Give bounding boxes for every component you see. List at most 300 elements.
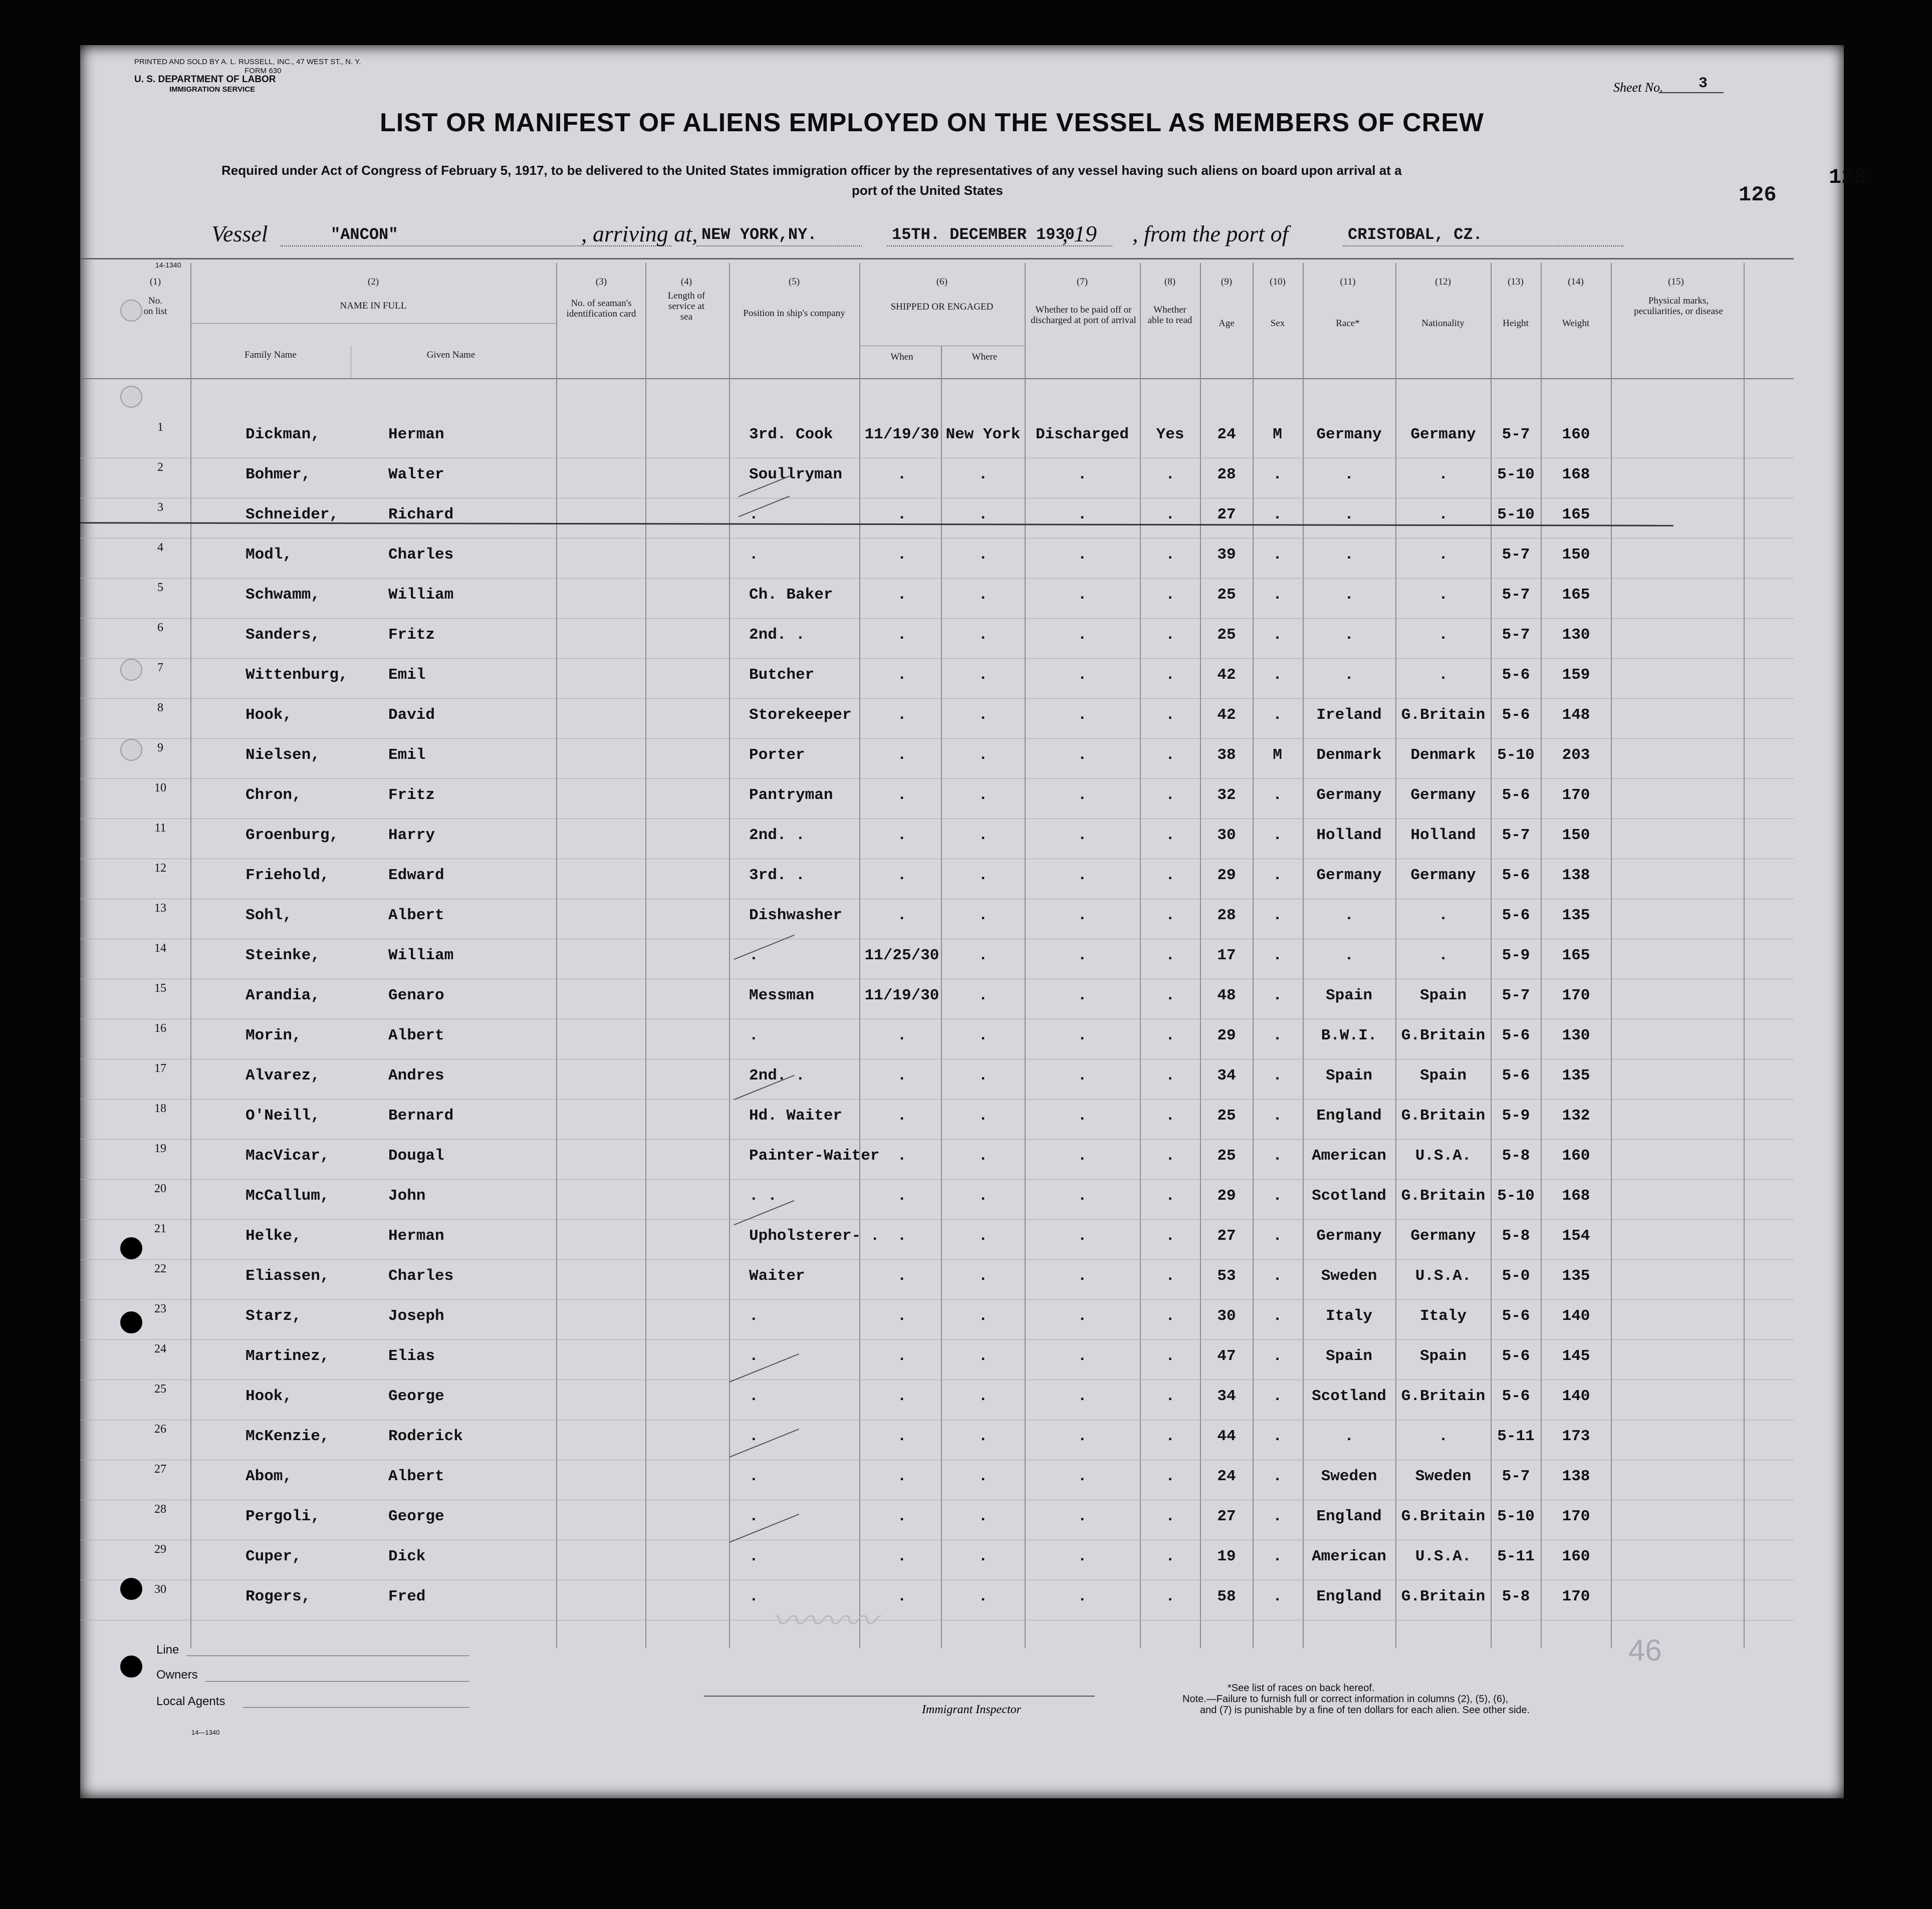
row-number: 11 xyxy=(154,822,166,835)
cell-weight: 138 xyxy=(1562,1468,1590,1485)
cell-where: . xyxy=(978,546,988,564)
cell-race: England xyxy=(1316,1588,1382,1605)
table-row xyxy=(80,1222,1794,1260)
page-title: LIST OR MANIFEST OF ALIENS EMPLOYED ON THE VESSEL AS MEMBERS OF CREW xyxy=(380,108,1484,137)
row-number: 8 xyxy=(157,701,163,714)
cell-weight: 170 xyxy=(1562,1588,1590,1605)
row-rule xyxy=(80,1179,1794,1180)
cell-where: . xyxy=(978,1548,988,1565)
cell-where: . xyxy=(978,586,988,604)
cell-given: Roderick xyxy=(388,1428,463,1445)
cell-age: 27 xyxy=(1217,1227,1236,1245)
cell-nationality: Germany xyxy=(1410,426,1476,443)
cell-sex: . xyxy=(1273,947,1282,964)
cell-height: 5-0 xyxy=(1502,1267,1530,1285)
cell-sex: . xyxy=(1273,1428,1282,1445)
inspector-signature-line xyxy=(704,1696,1095,1697)
cell-height: 5-6 xyxy=(1502,666,1530,684)
cell-sex: . xyxy=(1273,1347,1282,1365)
table-row xyxy=(80,541,1794,579)
cell-sex: . xyxy=(1273,706,1282,724)
cell-where: . xyxy=(978,1588,988,1605)
cell-family: Friehold, xyxy=(246,867,330,884)
cell-where: . xyxy=(978,907,988,924)
cell-position: Messman xyxy=(749,987,815,1004)
cell-nationality: G.Britain xyxy=(1401,1588,1486,1605)
row-number: 1 xyxy=(157,421,163,434)
cell-race: Spain xyxy=(1325,1067,1372,1084)
col13-number: (13) xyxy=(1508,277,1524,287)
cell-family: Arandia, xyxy=(246,987,320,1004)
col15-header: Physical marks, peculiarities, or disease xyxy=(1634,296,1723,317)
cell-position: Waiter xyxy=(749,1267,805,1285)
cell-nationality: . xyxy=(1438,586,1448,604)
col2-family-header: Family Name xyxy=(245,350,297,360)
cell-nationality: Holland xyxy=(1410,827,1476,844)
row-rule xyxy=(80,1219,1794,1220)
vessel-label: Vessel xyxy=(211,221,268,246)
table-row xyxy=(80,781,1794,820)
cell-position: 3rd. . xyxy=(749,867,805,884)
cell-weight: 165 xyxy=(1562,506,1590,523)
cell-sex: . xyxy=(1273,1027,1282,1044)
cell-race: Scotland xyxy=(1312,1187,1386,1205)
row-number: 21 xyxy=(154,1222,166,1235)
cell-height: 5-8 xyxy=(1502,1227,1530,1245)
cell-position: Upholsterer- . xyxy=(749,1227,880,1245)
cell-where: . xyxy=(978,987,988,1004)
cell-sex: . xyxy=(1273,987,1282,1004)
cell-paid: . xyxy=(1077,1067,1087,1084)
cell-given: Harry xyxy=(388,827,435,844)
cell-when: . xyxy=(897,1588,907,1605)
cell-position: Ch. Baker xyxy=(749,586,833,604)
cell-weight: 165 xyxy=(1562,947,1590,964)
col6-header: SHIPPED OR ENGAGED xyxy=(890,302,994,312)
cell-nationality: . xyxy=(1438,546,1448,564)
cell-given: Andres xyxy=(388,1067,444,1084)
cell-age: 42 xyxy=(1217,666,1236,684)
cell-paid: . xyxy=(1077,907,1087,924)
table-row xyxy=(80,1342,1794,1381)
cell-family: Chron, xyxy=(246,786,302,804)
cell-read: . xyxy=(1165,1307,1175,1325)
binder-hole xyxy=(120,739,142,761)
row-number: 28 xyxy=(154,1503,166,1516)
cell-when: . xyxy=(897,1267,907,1285)
cell-height: 5-6 xyxy=(1502,786,1530,804)
cell-nationality: . xyxy=(1438,626,1448,644)
cell-paid: . xyxy=(1077,1227,1087,1245)
cell-family: Steinke, xyxy=(246,947,320,964)
row-rule xyxy=(80,698,1794,699)
cell-paid: . xyxy=(1077,786,1087,804)
cell-where: . xyxy=(978,947,988,964)
cell-height: 5-6 xyxy=(1502,1388,1530,1405)
row-number: 13 xyxy=(154,902,166,915)
cell-given: Fritz xyxy=(388,786,435,804)
cell-when: . xyxy=(897,506,907,523)
cell-where: . xyxy=(978,1187,988,1205)
cell-paid: . xyxy=(1077,466,1087,483)
cell-family: Wittenburg, xyxy=(246,666,348,684)
cell-when: . xyxy=(897,786,907,804)
cell-age: 30 xyxy=(1217,1307,1236,1325)
row-number: 26 xyxy=(154,1423,166,1436)
col2-header: NAME IN FULL xyxy=(340,301,407,311)
cell-height: 5-6 xyxy=(1502,1307,1530,1325)
cell-position: . xyxy=(749,506,759,523)
row-number: 16 xyxy=(154,1022,166,1035)
cell-where: . xyxy=(978,666,988,684)
cell-sex: M xyxy=(1273,746,1282,764)
cell-weight: 168 xyxy=(1562,466,1590,483)
cell-race: Denmark xyxy=(1316,746,1382,764)
cell-given: David xyxy=(388,706,435,724)
cell-position: 2nd. . xyxy=(749,1067,805,1084)
owners-underline xyxy=(205,1681,469,1682)
cell-nationality: Spain xyxy=(1419,1347,1467,1365)
cell-where: New York xyxy=(945,426,1021,443)
cell-weight: 140 xyxy=(1562,1307,1590,1325)
cell-family: McKenzie, xyxy=(246,1428,330,1445)
sheet-no-underline xyxy=(1658,92,1724,93)
row-rule xyxy=(80,1299,1794,1300)
cell-weight: 160 xyxy=(1562,1147,1590,1165)
row-number: 24 xyxy=(154,1342,166,1355)
cell-position: . . xyxy=(749,1187,777,1205)
cell-race: . xyxy=(1344,466,1354,483)
cell-height: 5-7 xyxy=(1502,987,1530,1004)
cell-sex: . xyxy=(1273,1227,1282,1245)
cell-race: . xyxy=(1344,947,1354,964)
cell-when: . xyxy=(897,626,907,644)
cell-height: 5-11 xyxy=(1497,1428,1535,1445)
cell-family: Morin, xyxy=(246,1027,302,1044)
cell-where: . xyxy=(978,746,988,764)
cell-sex: . xyxy=(1273,666,1282,684)
cell-weight: 130 xyxy=(1562,1027,1590,1044)
cell-position: Pantryman xyxy=(749,786,833,804)
cell-sex: . xyxy=(1273,1267,1282,1285)
cell-position: . xyxy=(749,1508,759,1525)
col11-number: (11) xyxy=(1340,277,1356,287)
note-races: *See list of races on back hereof. xyxy=(1228,1683,1375,1694)
row-rule xyxy=(80,1139,1794,1140)
cell-weight: 150 xyxy=(1562,546,1590,564)
row-number: 14 xyxy=(154,942,166,955)
cell-read: . xyxy=(1165,827,1175,844)
col1-number: (1) xyxy=(149,277,161,287)
col14-header: Weight xyxy=(1562,318,1590,329)
col9-header: Age xyxy=(1219,318,1235,329)
cell-age: 47 xyxy=(1217,1347,1236,1365)
col2-given-header: Given Name xyxy=(426,350,475,360)
cell-read: Yes xyxy=(1156,426,1184,443)
cell-height: 5-8 xyxy=(1502,1588,1530,1605)
row-number: 25 xyxy=(154,1383,166,1396)
sheet-number: 3 xyxy=(1699,75,1708,92)
cell-given: George xyxy=(388,1508,444,1525)
cell-paid: . xyxy=(1077,1588,1087,1605)
cell-when: . xyxy=(897,546,907,564)
cell-sex: . xyxy=(1273,907,1282,924)
cell-paid: . xyxy=(1077,1027,1087,1044)
cell-where: . xyxy=(978,626,988,644)
cell-nationality: Italy xyxy=(1419,1307,1467,1325)
table-row xyxy=(80,581,1794,619)
form-code-bottom: 14—1340 xyxy=(191,1729,220,1736)
col14-number: (14) xyxy=(1568,277,1584,287)
cell-nationality: . xyxy=(1438,506,1448,523)
cell-when: . xyxy=(897,1147,907,1165)
cell-where: . xyxy=(978,1267,988,1285)
cell-sex: . xyxy=(1273,1548,1282,1565)
cell-where: . xyxy=(978,1388,988,1405)
col8-header: Whether able to read xyxy=(1147,305,1192,326)
cell-height: 5-6 xyxy=(1502,867,1530,884)
subtitle-line-1: Required under Act of Congress of February 5, 1917, to be delivered to the United States immigration officer by the representatives of any vessel having such aliens on board upon arrival at a xyxy=(221,163,1402,178)
cell-age: 34 xyxy=(1217,1067,1236,1084)
binder-hole xyxy=(120,1311,142,1333)
cell-when: . xyxy=(897,1508,907,1525)
cell-family: Helke, xyxy=(246,1227,302,1245)
cell-weight: 140 xyxy=(1562,1388,1590,1405)
cell-given: Emil xyxy=(388,666,426,684)
cell-given: John xyxy=(388,1187,426,1205)
row-rule xyxy=(80,1259,1794,1260)
cell-sex: . xyxy=(1273,1388,1282,1405)
col8-number: (8) xyxy=(1164,277,1176,287)
cell-age: 25 xyxy=(1217,1147,1236,1165)
cell-sex: . xyxy=(1273,1067,1282,1084)
cell-race: England xyxy=(1316,1107,1382,1125)
cell-paid: . xyxy=(1077,1347,1087,1365)
cell-family: Hook, xyxy=(246,1388,293,1405)
row-number: 18 xyxy=(154,1102,166,1115)
cell-family: Rogers, xyxy=(246,1588,311,1605)
cell-height: 5-8 xyxy=(1502,1147,1530,1165)
cell-position: 3rd. Cook xyxy=(749,426,833,443)
row-number: 19 xyxy=(154,1142,166,1155)
cell-where: . xyxy=(978,1067,988,1084)
cell-given: Richard xyxy=(388,506,454,523)
cell-position: . xyxy=(749,1347,759,1365)
cell-height: 5-7 xyxy=(1502,586,1530,604)
date-underline xyxy=(887,245,1112,246)
cell-position: . xyxy=(749,1468,759,1485)
cell-position: Hd. Waiter xyxy=(749,1107,843,1125)
cell-weight: 154 xyxy=(1562,1227,1590,1245)
from-port-underline xyxy=(1343,245,1623,246)
table-row xyxy=(80,1182,1794,1220)
table-row xyxy=(80,822,1794,860)
cell-read: . xyxy=(1165,1347,1175,1365)
cell-sex: . xyxy=(1273,1107,1282,1125)
cell-given: Walter xyxy=(388,466,444,483)
cell-age: 28 xyxy=(1217,466,1236,483)
cell-position: Storekeeper xyxy=(749,706,852,724)
cell-read: . xyxy=(1165,666,1175,684)
cell-paid: . xyxy=(1077,827,1087,844)
col4-number: (4) xyxy=(680,277,692,287)
cell-read: . xyxy=(1165,706,1175,724)
cell-sex: . xyxy=(1273,1508,1282,1525)
cell-given: William xyxy=(388,947,454,964)
cell-family: Modl, xyxy=(246,546,293,564)
cell-height: 5-10 xyxy=(1497,746,1535,764)
row-rule xyxy=(80,1339,1794,1340)
col6-when-header: When xyxy=(890,352,913,362)
cell-height: 5-10 xyxy=(1497,1508,1535,1525)
year-label: , 19 xyxy=(1062,221,1097,246)
cell-position: . xyxy=(749,546,759,564)
cell-age: 25 xyxy=(1217,626,1236,644)
cell-where: . xyxy=(978,506,988,523)
cell-when: 11/25/30 xyxy=(864,947,939,964)
sheet-label: Sheet No. xyxy=(1613,80,1663,95)
cell-weight: 138 xyxy=(1562,867,1590,884)
cell-when: . xyxy=(897,1468,907,1485)
row-number: 5 xyxy=(157,581,163,594)
table-row xyxy=(80,1583,1794,1621)
cell-nationality: Denmark xyxy=(1410,746,1476,764)
cell-weight: 150 xyxy=(1562,827,1590,844)
cell-sex: M xyxy=(1273,426,1282,443)
cell-age: 38 xyxy=(1217,746,1236,764)
cell-sex: . xyxy=(1273,586,1282,604)
cell-given: Genaro xyxy=(388,987,444,1004)
cell-paid: . xyxy=(1077,947,1087,964)
arriving-label: , arriving at, xyxy=(581,221,698,246)
cell-age: 19 xyxy=(1217,1548,1236,1565)
cell-race: Sweden xyxy=(1321,1267,1377,1285)
cell-position: 2nd. . xyxy=(749,827,805,844)
cell-read: . xyxy=(1165,586,1175,604)
cell-nationality: . xyxy=(1438,947,1448,964)
cell-nationality: G.Britain xyxy=(1401,1107,1486,1125)
cell-when: . xyxy=(897,1548,907,1565)
cell-weight: 160 xyxy=(1562,1548,1590,1565)
table-row xyxy=(80,661,1794,699)
cell-age: 34 xyxy=(1217,1388,1236,1405)
cell-race: Italy xyxy=(1325,1307,1372,1325)
cell-paid: . xyxy=(1077,1107,1087,1125)
row-number: 15 xyxy=(154,982,166,995)
col1-header: No. on list xyxy=(143,296,167,317)
cell-weight: 170 xyxy=(1562,987,1590,1004)
cell-when: . xyxy=(897,706,907,724)
agents-underline xyxy=(243,1707,469,1708)
col4-header: Length of service at sea xyxy=(667,291,705,322)
cell-when: . xyxy=(897,1187,907,1205)
cell-race: Germany xyxy=(1316,786,1382,804)
arrival-date: 15TH. DECEMBER 1930 xyxy=(892,225,1075,244)
cell-age: 44 xyxy=(1217,1428,1236,1445)
row-rule xyxy=(80,1099,1794,1100)
cell-race: . xyxy=(1344,1428,1354,1445)
cell-paid: . xyxy=(1077,546,1087,564)
cell-paid: . xyxy=(1077,987,1087,1004)
row-rule xyxy=(80,738,1794,739)
cell-read: . xyxy=(1165,1468,1175,1485)
cell-paid: . xyxy=(1077,1468,1087,1485)
cell-family: McCallum, xyxy=(246,1187,330,1205)
table-row xyxy=(80,1302,1794,1340)
cell-read: . xyxy=(1165,786,1175,804)
cell-read: . xyxy=(1165,746,1175,764)
cell-age: 24 xyxy=(1217,426,1236,443)
row-number: 29 xyxy=(154,1543,166,1556)
cell-sex: . xyxy=(1273,1588,1282,1605)
cell-age: 29 xyxy=(1217,1027,1236,1044)
cell-nationality: Germany xyxy=(1410,1227,1476,1245)
cell-age: 42 xyxy=(1217,706,1236,724)
col5-header: Position in ship's company xyxy=(743,308,845,319)
cell-weight: 173 xyxy=(1562,1428,1590,1445)
cell-weight: 145 xyxy=(1562,1347,1590,1365)
table-row xyxy=(80,862,1794,900)
row-rule xyxy=(80,658,1794,659)
cell-height: 5-7 xyxy=(1502,426,1530,443)
table-row xyxy=(80,501,1794,539)
cell-race: Ireland xyxy=(1316,706,1382,724)
cell-when: . xyxy=(897,666,907,684)
col7-number: (7) xyxy=(1076,277,1088,287)
agents-label: Local Agents xyxy=(156,1695,225,1708)
cell-race: England xyxy=(1316,1508,1382,1525)
cell-weight: 165 xyxy=(1562,586,1590,604)
table-row xyxy=(80,1062,1794,1100)
col5-number: (5) xyxy=(788,277,800,287)
cell-position: 2nd. . xyxy=(749,626,805,644)
cell-nationality: G.Britain xyxy=(1401,1388,1486,1405)
cell-paid: . xyxy=(1077,1428,1087,1445)
cell-race: . xyxy=(1344,907,1354,924)
cell-where: . xyxy=(978,1428,988,1445)
table-row xyxy=(80,982,1794,1020)
service: IMMIGRATION SERVICE xyxy=(169,85,256,94)
cell-race: Scotland xyxy=(1312,1388,1386,1405)
cell-height: 5-6 xyxy=(1502,1027,1530,1044)
cell-nationality: G.Britain xyxy=(1401,1187,1486,1205)
from-port-label: , from the port of xyxy=(1132,221,1289,246)
cell-race: . xyxy=(1344,586,1354,604)
cell-sex: . xyxy=(1273,1468,1282,1485)
line-label: Line xyxy=(156,1643,179,1657)
inspector-label: Immigrant Inspector xyxy=(922,1703,1021,1716)
cell-sex: . xyxy=(1273,1187,1282,1205)
cell-race: Germany xyxy=(1316,1227,1382,1245)
header-bottom-rule xyxy=(80,378,1794,379)
cell-where: . xyxy=(978,1307,988,1325)
row-number: 10 xyxy=(154,781,166,794)
cell-read: . xyxy=(1165,1388,1175,1405)
cell-weight: 132 xyxy=(1562,1107,1590,1125)
cell-nationality: . xyxy=(1438,907,1448,924)
cell-race: American xyxy=(1312,1548,1386,1565)
cell-nationality: Germany xyxy=(1410,867,1476,884)
cell-sex: . xyxy=(1273,1307,1282,1325)
cell-paid: Discharged xyxy=(1035,426,1129,443)
cell-weight: 160 xyxy=(1562,426,1590,443)
cell-position: . xyxy=(749,1388,759,1405)
cell-nationality: G.Britain xyxy=(1401,706,1486,724)
faint-signature: 〰〰〰 xyxy=(772,1600,877,1642)
binder-hole xyxy=(120,1656,142,1678)
cell-race: . xyxy=(1344,546,1354,564)
cell-where: . xyxy=(978,1107,988,1125)
